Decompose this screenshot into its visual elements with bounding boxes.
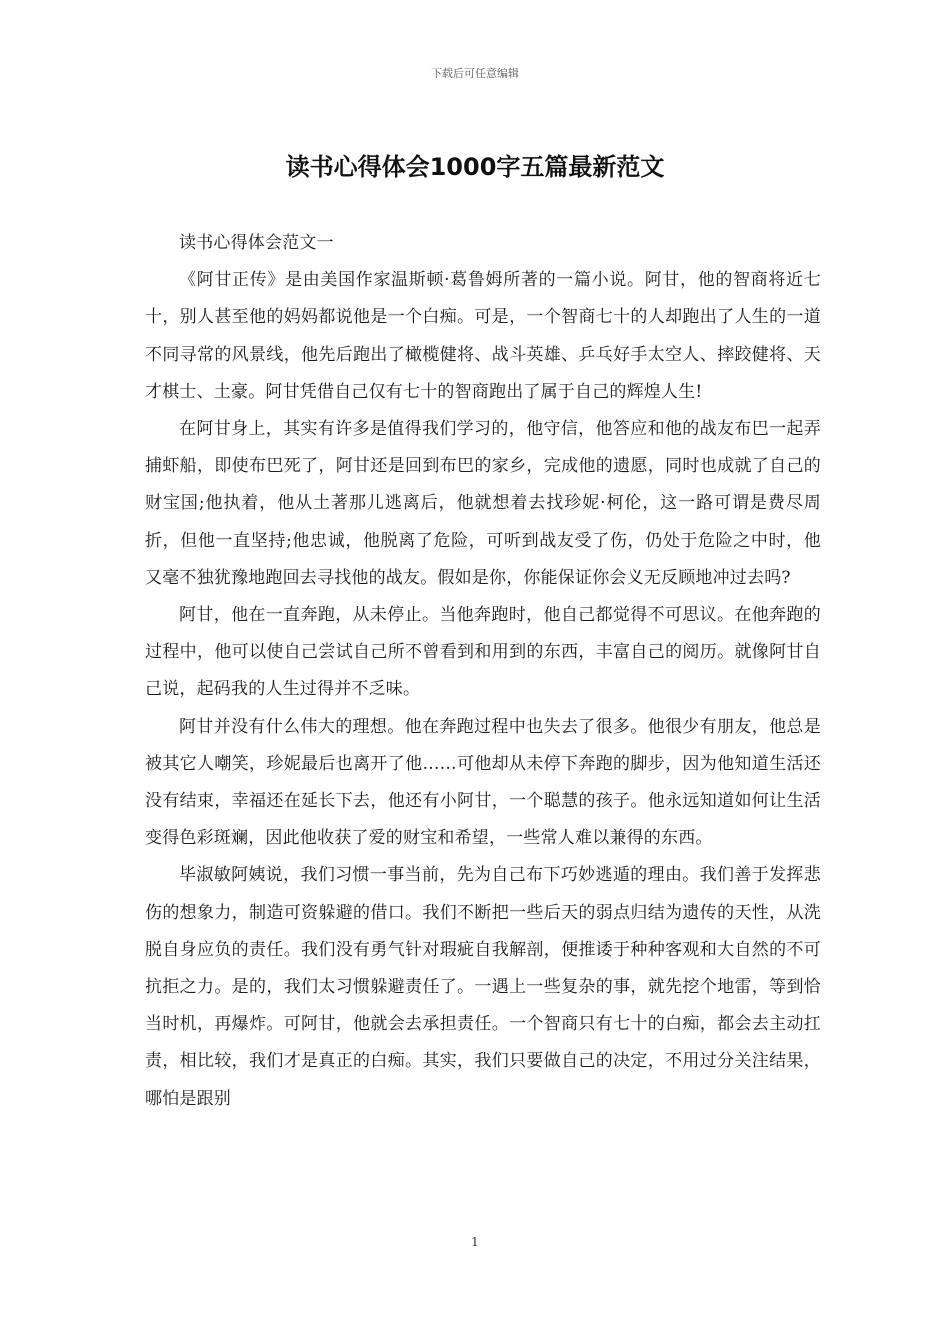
body-paragraph: 在阿甘身上，其实有许多是值得我们学习的，他守信，他答应和他的战友布巴一起弄捕虾船，即使布巴死了，阿甘还是回到布巴的家乡，完成他的遗愿，同时也成就了自己的财宝国;他执着，他从土著那儿逃离后，他就想着去找珍妮·柯伦，这一路可谓是费尽周折，但他一直坚持;他忠诚，他脱离了危险，可听到战友受了伤，仍处于危险之中时，他又毫不独犹豫地跑回去寻找他的战友。假如是你，你能保证你会义无反顾地冲过去吗? bbox=[145, 419, 821, 588]
body-paragraph: 阿甘并没有什么伟大的理想。他在奔跑过程中也失去了很多。他很少有朋友，他总是被其它人嘲笑，珍妮最后也离开了他……可他却从未停下奔跑的脚步，因为他知道生活还没有结束，幸福还在延长下去，他还有小阿甘，一个聪慧的孩子。他永远知道如何让生活变得色彩斑斓，因此他收获了爱的财宝和希望，一些常人难以兼得的东西。 bbox=[145, 716, 821, 849]
document-body bbox=[145, 225, 821, 1118]
body-paragraph: 《阿甘正传》是由美国作家温斯顿·葛鲁姆所著的一篇小说。阿甘，他的智商将近七十，别人甚至他的妈妈都说他是一个白痴。可是，一个智商七十的人却跑出了人生的一道不同寻常的风景线，他先后跑出了橄榄健将、战斗英雄、乒乓好手太空人、摔跤健将、天才棋士、土豪。阿甘凭借自己仅有七十的智商跑出了属于自己的辉煌人生! bbox=[145, 270, 821, 402]
body-paragraph: 阿甘，他在一直奔跑，从未停止。当他奔跑时，他自己都觉得不可思议。在他奔跑的过程中，他可以使自己尝试自己所不曾看到和用到的东西，丰富自己的阅历。就像阿甘自己说，起码我的人生过得并不乏味。 bbox=[145, 605, 821, 700]
section-heading: 读书心得体会范文一 bbox=[179, 233, 334, 253]
body-paragraph: 毕淑敏阿姨说，我们习惯一事当前，先为自己布下巧妙逃遁的理由。我们善于发挥悲伤的想象力，制造可资躲避的借口。我们不断把一些后天的弱点归结为遗传的天性，从洗脱自身应负的责任。我们没有勇气针对瑕疵自我解剖，便推诿于种种客观和大自然的不可抗拒之力。是的，我们太习惯躲避责任了。一遇上一些复杂的事，就先挖个地雷，等到恰当时机，再爆炸。可阿甘，他就会去承担责任。一个智商只有七十的白痴，都会去主动扛责，相比较，我们才是真正的白痴。其实，我们只要做自己的决定，不用过分关注结果，哪怕是跟别 bbox=[145, 865, 821, 1109]
page-header: 下载后可任意编辑 bbox=[431, 67, 519, 80]
document-title: 读书心得体会1000字五篇最新范文 bbox=[285, 153, 665, 181]
page-number: 1 bbox=[471, 1235, 479, 1249]
